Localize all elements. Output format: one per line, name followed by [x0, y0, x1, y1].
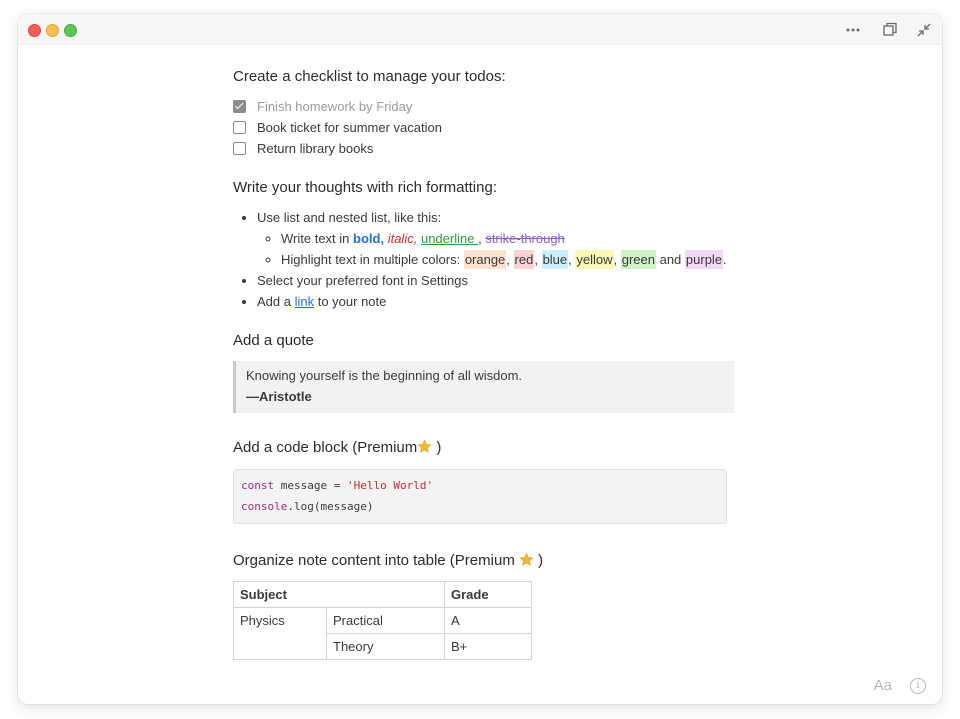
- checklist-item-label: Finish homework by Friday: [257, 99, 413, 114]
- list-item: [257, 291, 733, 312]
- checklist-heading: Create a checklist to manage your todos:: [233, 68, 506, 85]
- table-header-cell: Grade: [445, 582, 532, 608]
- premium-star-icon: [417, 439, 432, 461]
- highlight-orange: orange: [464, 252, 506, 267]
- grades-table[interactable]: [233, 581, 532, 660]
- table-cell: A: [445, 608, 532, 634]
- bold-text: bold: [353, 231, 381, 246]
- strikethrough-text: strike-through: [485, 231, 565, 246]
- nested-item-text: Highlight text in multiple colors:: [281, 252, 464, 267]
- highlight-green: green: [621, 252, 655, 267]
- title-bar: [18, 14, 942, 45]
- footer-tools: [874, 677, 926, 694]
- list-item-text: to your note: [314, 294, 387, 309]
- rich-formatting-heading: Write your thoughts with rich formatting:: [233, 179, 497, 196]
- checkbox-unchecked[interactable]: [233, 142, 246, 155]
- nested-list: [257, 228, 733, 270]
- table-cell: Practical: [327, 608, 445, 634]
- code-line: console.log(message): [241, 500, 374, 513]
- table-cell: B+: [445, 634, 532, 660]
- note-editor[interactable]: [233, 66, 733, 660]
- font-settings-button[interactable]: Aa: [873, 677, 892, 694]
- collapse-window-icon[interactable]: [914, 20, 934, 40]
- table-header-cell: Subject: [234, 582, 445, 608]
- duplicate-window-icon[interactable]: [880, 20, 900, 40]
- table-header-row: [234, 582, 532, 608]
- zoom-window-button[interactable]: [64, 24, 77, 37]
- bullet-list: [233, 207, 733, 312]
- blockquote: [233, 361, 734, 413]
- conjunction-text: and: [655, 252, 685, 267]
- nested-list-item: ◦ Write text in bold, italic, underline , strike-through: [281, 228, 733, 249]
- checklist-item: [233, 96, 733, 117]
- table-cell: Physics: [234, 608, 327, 660]
- checkbox-unchecked[interactable]: [233, 121, 246, 134]
- checklist: [233, 96, 733, 159]
- more-options-icon[interactable]: [843, 20, 863, 40]
- code-line: const message = 'Hello World': [241, 479, 434, 492]
- quote-author: —Aristotle: [246, 389, 312, 404]
- quote-heading: Add a quote: [233, 332, 314, 349]
- note-link[interactable]: link: [294, 294, 315, 309]
- highlight-purple: purple: [685, 252, 723, 267]
- quote-text: Knowing yourself is the beginning of all wisdom.: [246, 368, 523, 383]
- list-item-text: Add a: [257, 294, 295, 309]
- close-window-button[interactable]: [28, 24, 41, 37]
- nested-list-wrapper: [257, 228, 733, 270]
- italic-text: italic: [387, 231, 414, 246]
- highlight-yellow: yellow: [576, 252, 613, 267]
- highlight-red: red: [514, 252, 534, 267]
- nested-item-text: Write text in: [281, 231, 354, 246]
- table-row: [234, 608, 532, 634]
- checklist-item: [233, 138, 733, 159]
- list-item-text: Use list and nested list, like this:: [257, 210, 442, 225]
- checkbox-checked[interactable]: [233, 100, 246, 113]
- list-item-text: Select your preferred font in Settings: [257, 273, 469, 288]
- list-item: [257, 270, 733, 291]
- code-block[interactable]: [233, 469, 727, 524]
- info-icon[interactable]: i: [910, 678, 926, 694]
- premium-star-icon: [519, 552, 534, 574]
- code-block-heading: Add a code block (Premium ): [233, 437, 733, 459]
- minimize-window-button[interactable]: [46, 24, 59, 37]
- table-cell: Theory: [327, 634, 445, 660]
- underline-text: underline: [420, 231, 479, 246]
- app-window: [18, 14, 942, 704]
- list-item: [257, 207, 733, 228]
- checklist-item: [233, 117, 733, 138]
- highlight-blue: blue: [542, 252, 568, 267]
- nested-list-item: ◦ Highlight text in multiple colors: orange, red, blue, yellow, green and purple.: [281, 249, 733, 270]
- checklist-item-label: Book ticket for summer vacation: [257, 120, 442, 135]
- checklist-item-label: Return library books: [257, 141, 374, 156]
- table-heading: Organize note content into table (Premium ): [233, 550, 733, 572]
